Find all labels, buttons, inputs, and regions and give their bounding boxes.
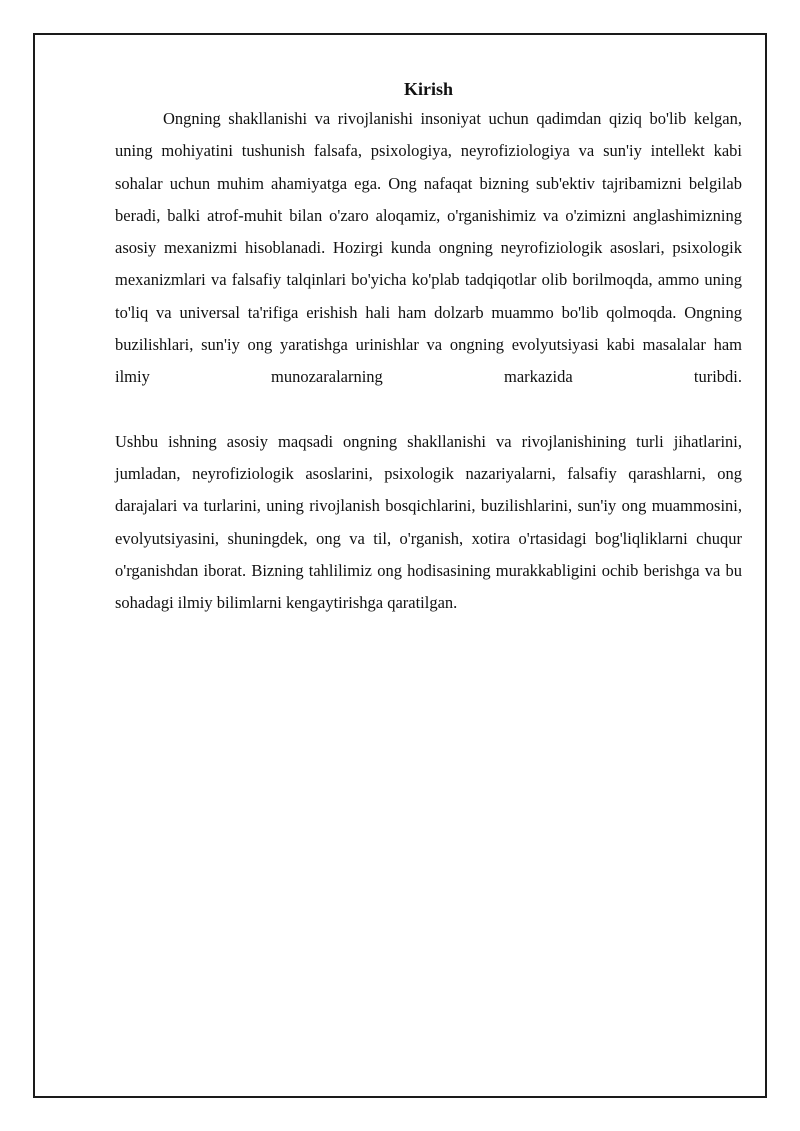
page-title: Kirish (403, 79, 453, 99)
paragraph-intro: Ongning shakllanishi va rivojlanishi insoniyat uchun qadimdan qiziq bo'lib kelgan, uning mohiyatini tushunish falsafa, psixologiya, neyrofiziologiya va sun'iy intellekt kabi sohalar uchun muhim ahamiyatga ega. Ong nafaqat bizning sub'ektiv tajribamizni belgilab beradi, balki atrof-muhit bilan o'zaro aloqamiz, o'rganishimiz va o'zimizni anglashimizning asosiy mexanizmi hisoblanadi. Hozirgi kunda ongning neyrofiziologik asoslari, psixologik mexanizmlari va falsafiy talqinlari bo'yicha ko'plab tadqiqotlar olib borilmoqda, ammo uning to'liq va universal ta'rifiga erishish hali ham dolzarb muammo bo'lib qolmoqda. Ongning buzilishlari, sun'iy ong yaratishga urinishlar va ongning evolyutsiyasi kabi masalalar ham ilmiy munozaralarning markazida turibdi. (115, 109, 742, 387)
document-body (115, 77, 742, 619)
paragraph-goal: Ushbu ishning asosiy maqsadi ongning shakllanishi va rivojlanishining turli jihatlarini, jumladan, neyrofiziologik asoslarini, psixologik nazariyalarni, falsafiy qarashlarni, ong darajalari va turlarini, uning rivojlanish bosqichlarini, buzilishlarini, sun'iy ong muammosini, evolyutsiyasini, shuningdek, ong va til, o'rganish, xotira o'rtasidagi bog'liqliklarni chuqur o'rganishdan iborat. Bizning tahlilimiz ong hodisasining murakkabligini ochib berishga va bu sohadagi ilmiy bilimlarni kengaytirishga qaratilgan. (115, 431, 742, 613)
